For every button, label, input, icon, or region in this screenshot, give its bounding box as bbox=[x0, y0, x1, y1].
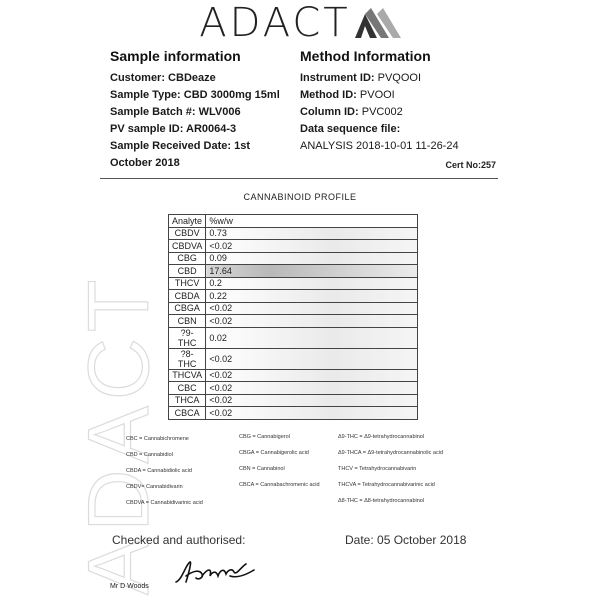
pv-sample-id-line: PV sample ID: AR0064-3 bbox=[110, 123, 237, 135]
table-row bbox=[169, 327, 418, 348]
glossary-entry: CBCA = Cannabachromenic acid bbox=[239, 482, 320, 488]
logo-mark-icon bbox=[355, 8, 401, 38]
glossary-entry: CBN = Cannabinol bbox=[239, 466, 285, 472]
sequence-file-value: ANALYSIS 2018-10-01 11-26-24 bbox=[300, 140, 459, 152]
analyte-cell: THCV bbox=[169, 277, 206, 290]
glossary-entry: CBG = Cannabigerol bbox=[239, 434, 290, 440]
svg-text:ADACT: ADACT bbox=[86, 273, 166, 595]
sample-batch-line: Sample Batch #: WLV006 bbox=[110, 106, 241, 118]
value-cell: 17.64 bbox=[206, 265, 418, 278]
value-cell: 0.09 bbox=[206, 252, 418, 265]
table-row bbox=[169, 265, 418, 278]
signature-image bbox=[172, 558, 258, 586]
instrument-id-line bbox=[300, 70, 500, 87]
column-id-value: PVC002 bbox=[361, 106, 403, 118]
abbreviation-glossary bbox=[126, 434, 486, 514]
glossary-entry: CBDV= Cannabidivarin bbox=[126, 484, 183, 490]
logo-wordmark: ADACT bbox=[199, 0, 351, 46]
sample-information-heading: Sample information bbox=[110, 48, 241, 64]
method-id-value: PVOOI bbox=[359, 89, 395, 101]
table-row bbox=[169, 240, 418, 253]
analyte-cell: CBDVA bbox=[169, 240, 206, 253]
analyte-cell: CBDV bbox=[169, 227, 206, 240]
glossary-entry: THCVA = Tetrahydrocannabivarinic acid bbox=[338, 482, 435, 488]
table-row bbox=[169, 315, 418, 328]
value-cell: <0.02 bbox=[206, 369, 418, 382]
sequence-file-line bbox=[300, 121, 500, 138]
method-information-heading: Method Information bbox=[300, 48, 431, 64]
table-body bbox=[169, 227, 418, 419]
glossary-entry: Δ9-THCA = Δ9-tetrahydrocannabinolic acid bbox=[338, 450, 444, 456]
glossary-entry: CBDA = Cannabidiolic acid bbox=[126, 468, 192, 474]
glossary-entry: CBGA = Cannabigerolic acid bbox=[239, 450, 309, 456]
value-cell: <0.02 bbox=[206, 240, 418, 253]
checked-authorised-label: Checked and authorised: bbox=[112, 533, 246, 547]
column-id-label: Column ID: bbox=[300, 106, 359, 118]
table-header-row bbox=[169, 215, 418, 228]
analyte-cell: CBD bbox=[169, 265, 206, 278]
analyte-cell: THCA bbox=[169, 394, 206, 407]
value-cell: 0.02 bbox=[206, 327, 418, 348]
report-date: Date: 05 October 2018 bbox=[345, 533, 467, 547]
analyte-cell: ?8-THC bbox=[169, 348, 206, 369]
sample-information bbox=[110, 48, 285, 172]
analyte-column-header: Analyte bbox=[169, 215, 206, 228]
glossary-entry: Δ8-THC = Δ8-tetrahydrocannabinol bbox=[338, 498, 425, 504]
received-date-line: Sample Received Date: 1st October 2018 bbox=[110, 140, 251, 169]
value-cell: <0.02 bbox=[206, 302, 418, 315]
table-row bbox=[169, 394, 418, 407]
glossary-entry: CBD = Cannabidiol bbox=[126, 452, 173, 458]
glossary-entry: CBDVA = Cannabidivarinic acid bbox=[126, 500, 203, 506]
value-cell: <0.02 bbox=[206, 394, 418, 407]
value-cell: <0.02 bbox=[206, 407, 418, 420]
value-cell: <0.02 bbox=[206, 382, 418, 395]
analyte-cell: CBCA bbox=[169, 407, 206, 420]
cert-number: Cert No:257 bbox=[445, 160, 496, 170]
table-row bbox=[169, 407, 418, 420]
analyte-cell: CBGA bbox=[169, 302, 206, 315]
method-id-label: Method ID: bbox=[300, 89, 357, 101]
table-row bbox=[169, 369, 418, 382]
value-cell: 0.2 bbox=[206, 277, 418, 290]
analyte-cell: CBC bbox=[169, 382, 206, 395]
sequence-file-label: Data sequence file: bbox=[300, 123, 401, 135]
table-row bbox=[169, 277, 418, 290]
instrument-id-label: Instrument ID: bbox=[300, 72, 375, 84]
glossary-entry: THCV = Tetrahydrocannabivarin bbox=[338, 466, 417, 472]
value-cell: <0.02 bbox=[206, 315, 418, 328]
analyte-cell: CBN bbox=[169, 315, 206, 328]
signatory-name: Mr D Woods bbox=[110, 583, 149, 590]
glossary-entry: Δ9-THC = Δ9-tetrahydrocannabinol bbox=[338, 434, 425, 440]
adact-logo bbox=[0, 0, 600, 46]
analyte-cell: THCVA bbox=[169, 369, 206, 382]
value-cell: <0.02 bbox=[206, 348, 418, 369]
section-divider bbox=[100, 178, 498, 179]
table-row bbox=[169, 290, 418, 303]
customer-line: Customer: CBDeaze bbox=[110, 72, 216, 84]
table-row bbox=[169, 227, 418, 240]
table-row bbox=[169, 382, 418, 395]
table-row bbox=[169, 348, 418, 369]
glossary-entry: CBC = Cannabichromene bbox=[126, 436, 189, 442]
analyte-cell: CBDA bbox=[169, 290, 206, 303]
method-information bbox=[300, 48, 500, 155]
analyte-cell: ?9-THC bbox=[169, 327, 206, 348]
sample-type-line: Sample Type: CBD 3000mg 15ml bbox=[110, 89, 280, 101]
value-column-header: %w/w bbox=[206, 215, 418, 228]
value-cell: 0.73 bbox=[206, 227, 418, 240]
table-row bbox=[169, 252, 418, 265]
cannabinoid-table bbox=[168, 214, 418, 420]
cannabinoid-profile-title: CANNABINOID PROFILE bbox=[243, 192, 357, 202]
method-id-line bbox=[300, 87, 500, 104]
analyte-cell: CBG bbox=[169, 252, 206, 265]
table-row bbox=[169, 302, 418, 315]
instrument-id-value: PVQOOI bbox=[377, 72, 422, 84]
value-cell: 0.22 bbox=[206, 290, 418, 303]
column-id-line bbox=[300, 104, 500, 121]
